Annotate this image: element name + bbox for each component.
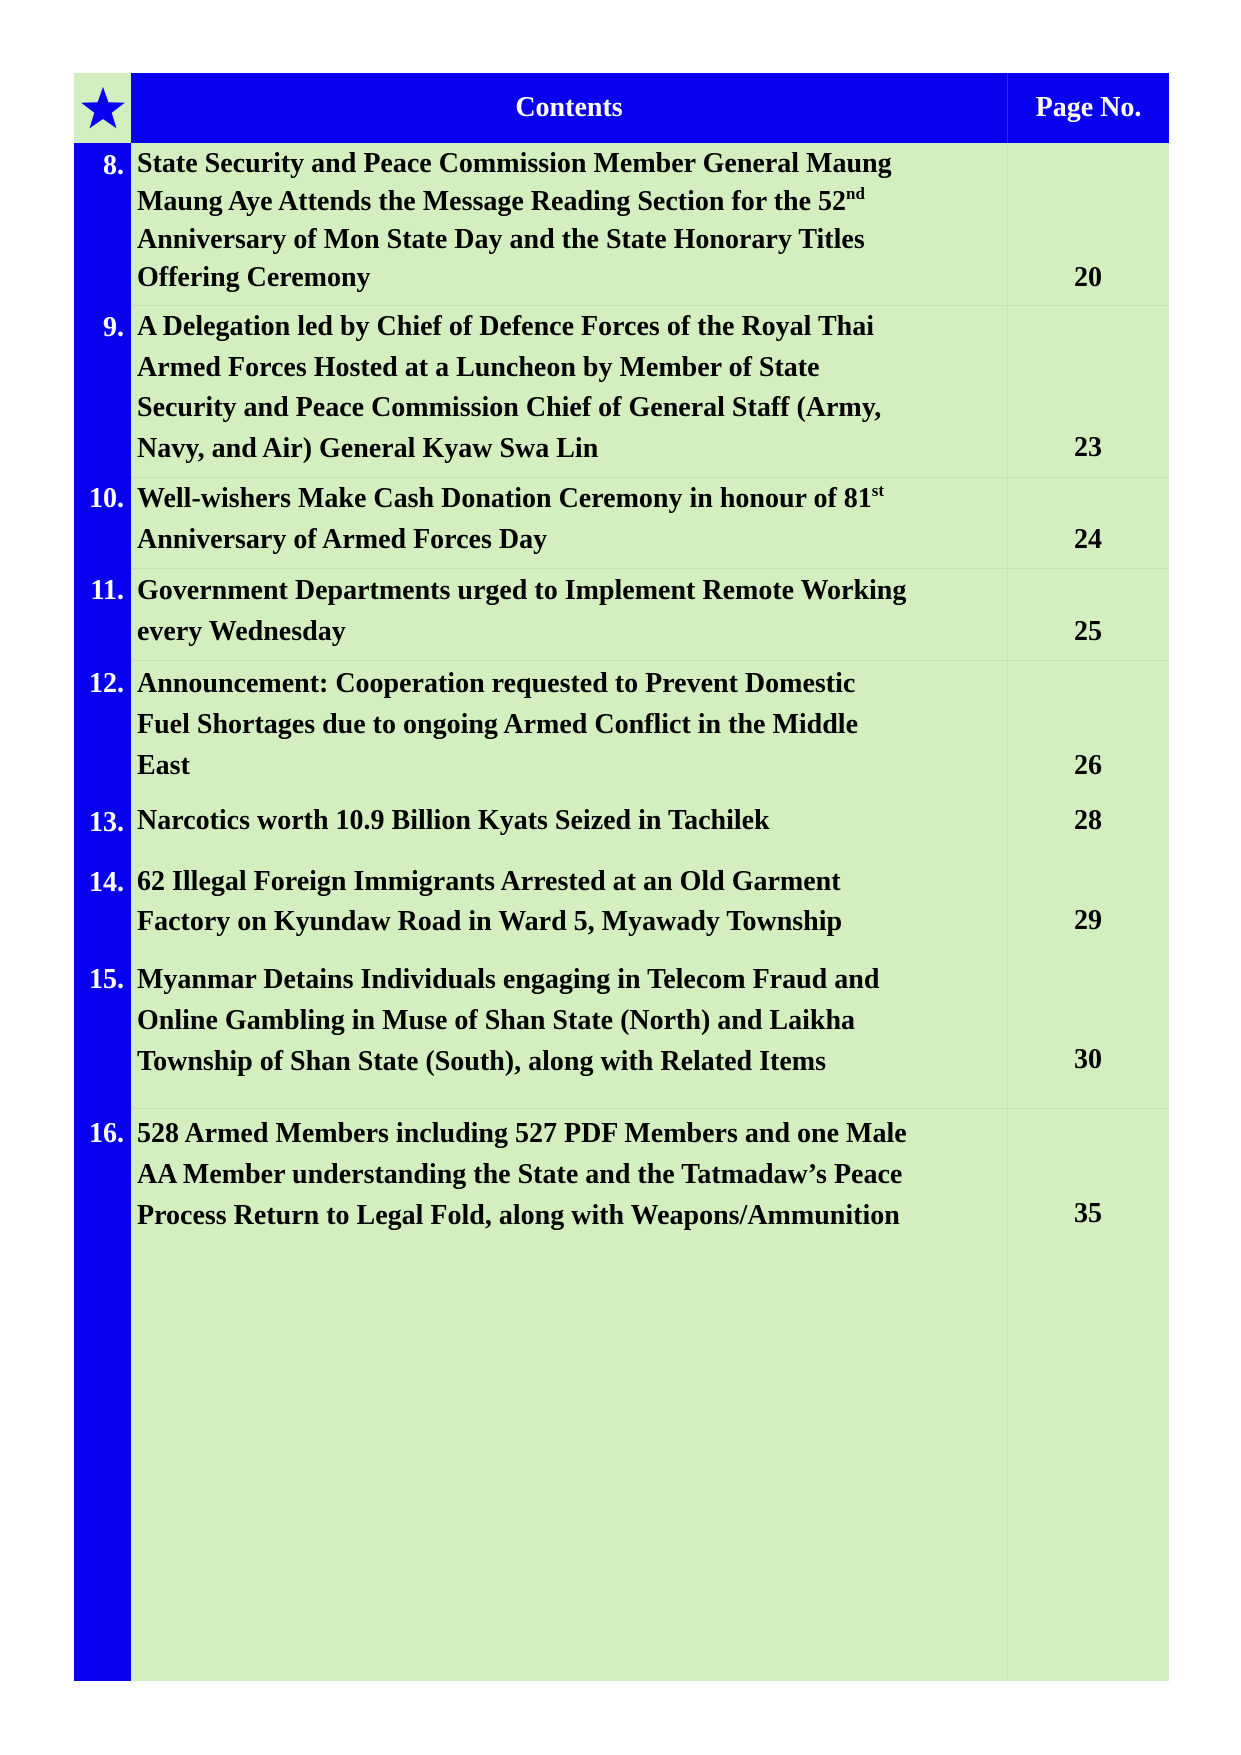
entry-line: State Security and Peace Commission Member General Maung <box>137 148 892 179</box>
entry-line-text: Well-wishers Make Cash Donation Ceremony in honour of 81 <box>137 483 872 514</box>
star-icon <box>74 73 131 143</box>
entry-line: Township of Shan State (South), along with Related Items <box>137 1046 826 1077</box>
entry-page-number: 23 <box>1074 432 1102 463</box>
entry-number: 8. <box>103 150 124 181</box>
entry-page-number: 25 <box>1074 616 1102 647</box>
entry-line: Process Return to Legal Fold, along with Weapons/Ammunition <box>137 1200 900 1231</box>
page-number-heading: Page No. <box>1007 73 1169 143</box>
entry-line: Online Gambling in Muse of Shan State (North) and Laikha <box>137 1005 856 1036</box>
entry-line <box>137 478 1002 519</box>
entry-title <box>137 145 1002 297</box>
page-number-column <box>1007 73 1169 1681</box>
entry-title <box>137 959 1002 1082</box>
entry-number: 9. <box>103 312 124 343</box>
entry-number: 14. <box>89 867 124 898</box>
row-separator <box>131 1108 1169 1109</box>
entry-line: Government Departments urged to Implement Remote Working <box>137 575 907 606</box>
entry-title <box>137 862 1002 942</box>
table-header <box>74 73 1169 143</box>
entry-page-number: 20 <box>1074 262 1102 293</box>
entry-title <box>137 478 1002 560</box>
entry-line: 62 Illegal Foreign Immigrants Arrested at an Old Garment <box>137 866 841 897</box>
entry-line: Fuel Shortages due to ongoing Armed Conflict in the Middle <box>137 709 859 740</box>
entry-page-number: 35 <box>1074 1198 1102 1229</box>
entry-line <box>137 183 1002 221</box>
entry-line: Offering Ceremony <box>137 262 371 293</box>
entry-line: A Delegation led by Chief of Defence Forces of the Royal Thai <box>137 311 874 342</box>
entry-number: 13. <box>89 807 124 838</box>
entry-line: Anniversary of Armed Forces Day <box>137 524 548 555</box>
entry-title <box>137 663 1002 786</box>
entry-line: Factory on Kyundaw Road in Ward 5, Myawady Township <box>137 906 843 937</box>
entry-line: AA Member understanding the State and the Tatmadaw’s Peace <box>137 1159 903 1190</box>
entry-line: Myanmar Detains Individuals engaging in Telecom Fraud and <box>137 964 880 995</box>
entry-number: 11. <box>90 575 124 606</box>
entry-title <box>137 802 1002 840</box>
ordinal-suffix: st <box>871 481 885 500</box>
entry-title <box>137 307 1002 469</box>
entry-line: Navy, and Air) General Kyaw Swa Lin <box>137 432 599 464</box>
entry-line: East <box>137 750 190 781</box>
entry-line: 528 Armed Members including 527 PDF Members and one Male <box>137 1118 907 1149</box>
ordinal-suffix: nd <box>846 184 865 203</box>
row-separator <box>131 660 1169 661</box>
entry-line-text: Maung Aye Attends the Message Reading Section for the 52 <box>137 186 847 217</box>
entry-page-number: 30 <box>1074 1044 1102 1075</box>
entry-page-number: 28 <box>1074 805 1102 836</box>
table-of-contents <box>74 73 1169 1681</box>
entry-line: Narcotics worth 10.9 Billion Kyats Seized in Tachilek <box>137 805 770 836</box>
entry-line: Armed Forces Hosted at a Luncheon by Member of State <box>137 351 820 383</box>
entry-number: 10. <box>89 483 124 514</box>
row-separator <box>131 305 1169 306</box>
row-separator <box>131 568 1169 569</box>
entry-page-number: 29 <box>1074 905 1102 936</box>
entry-line: every Wednesday <box>137 616 346 647</box>
entry-number: 16. <box>89 1118 124 1149</box>
contents-heading: Contents <box>515 92 623 123</box>
entry-line: Anniversary of Mon State Day and the State Honorary Titles <box>137 224 865 255</box>
entry-number: 15. <box>89 964 124 995</box>
entry-page-number: 24 <box>1074 524 1102 555</box>
column-divider <box>1007 73 1008 1681</box>
entry-title <box>137 570 1002 652</box>
entry-title <box>137 1113 1002 1236</box>
entry-line: Security and Peace Commission Chief of General Staff (Army, <box>137 392 882 423</box>
entry-number: 12. <box>89 668 124 699</box>
entry-line: Announcement: Cooperation requested to Prevent Domestic <box>137 668 856 699</box>
entry-page-number: 26 <box>1074 750 1102 781</box>
